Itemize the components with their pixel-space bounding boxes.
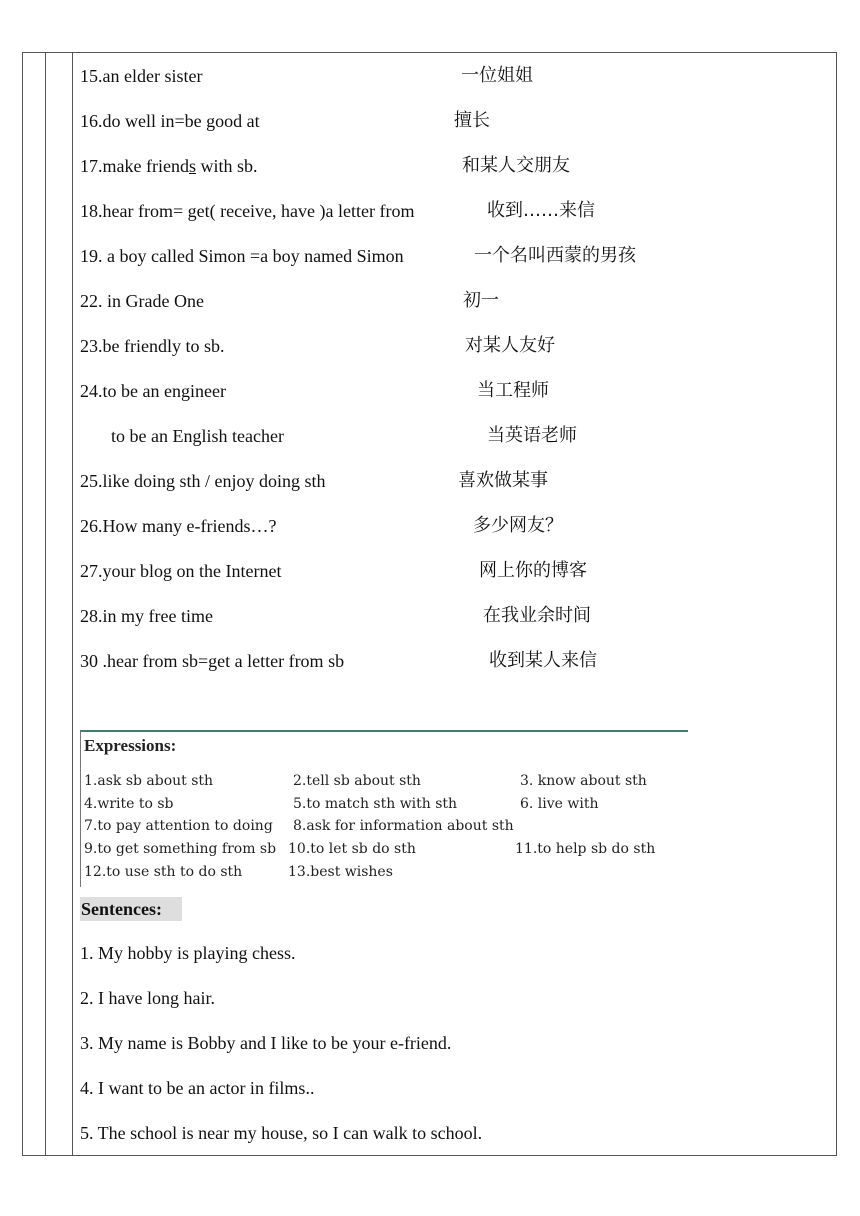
expression-item: 5.to match sth with sth: [293, 796, 458, 812]
expression-item: 6. live with: [520, 796, 599, 812]
expressions-box: [80, 730, 688, 887]
vocab-row: [80, 193, 820, 238]
vocab-english: 22. in Grade One: [80, 291, 204, 311]
sentence-item: 4. I want to be an actor in films..: [80, 1078, 315, 1098]
vocab-english: 28.in my free time: [80, 606, 213, 626]
vocab-chinese: 当英语老师: [487, 425, 577, 446]
vocab-english: to be an English teacher: [111, 426, 284, 446]
vocab-english-part: with sb.: [195, 156, 258, 176]
sentence-item: 2. I have long hair.: [80, 988, 215, 1008]
vocab-chinese: 对某人友好: [465, 335, 555, 356]
expression-item: 4.write to sb: [84, 796, 174, 812]
column-divider: [72, 52, 73, 1156]
vocab-row: [80, 553, 820, 598]
expression-item: 3. know about sth: [520, 773, 647, 789]
vocab-chinese: 收到……来信: [487, 200, 595, 221]
sentence-item: 3. My name is Bobby and I like to be your e-friend.: [80, 1033, 452, 1053]
expression-item: 10.to let sb do sth: [288, 841, 416, 857]
vocab-row: [80, 508, 820, 553]
vocab-row: [80, 238, 820, 283]
vocab-row: [80, 58, 820, 103]
vocab-chinese: 收到某人来信: [489, 650, 597, 671]
vocab-row: [80, 148, 820, 193]
expressions-title: Expressions:: [84, 736, 177, 755]
vocab-chinese: 在我业余时间: [483, 605, 591, 626]
vocab-chinese: 当工程师: [477, 380, 549, 401]
vocabulary-list: [80, 58, 820, 688]
expression-item: 2.tell sb about sth: [293, 773, 421, 789]
expression-item: 1.ask sb about sth: [84, 773, 214, 789]
vocab-english: [80, 148, 258, 184]
vocab-english-part: 17.make friend: [80, 156, 189, 176]
vocab-chinese: 网上你的博客: [479, 560, 587, 581]
vocab-chinese: 擅长: [454, 110, 490, 131]
expression-item: 7.to pay attention to doing: [84, 818, 273, 834]
vocab-english: 16.do well in=be good at: [80, 111, 260, 131]
expression-item: 11.to help sb do sth: [515, 841, 656, 857]
vocab-row: [80, 463, 820, 508]
expression-item: 12.to use sth to do sth: [84, 864, 243, 880]
sentence-item: 1. My hobby is playing chess.: [80, 943, 296, 963]
vocab-english: 25.like doing sth / enjoy doing sth: [80, 471, 326, 491]
vocab-row: [80, 598, 820, 643]
vocab-row: [80, 373, 820, 418]
column-divider: [45, 52, 46, 1156]
vocab-english-underlined: s: [188, 156, 196, 176]
vocab-english: 27.your blog on the Internet: [80, 561, 282, 581]
sentences-title: Sentences:: [80, 897, 182, 921]
vocab-row: [80, 328, 820, 373]
vocab-row: [80, 283, 820, 328]
vocab-row: [80, 103, 820, 148]
vocab-chinese: 和某人交朋友: [462, 155, 570, 176]
vocab-row: [80, 643, 820, 688]
vocab-row: [80, 418, 820, 463]
expression-item: 8.ask for information about sth: [293, 818, 514, 834]
vocab-english: 19. a boy called Simon =a boy named Simon: [80, 246, 404, 266]
vocab-english: 30 .hear from sb=get a letter from sb: [80, 651, 345, 671]
vocab-chinese: 初一: [463, 290, 499, 311]
sentence-item: 5. The school is near my house, so I can walk to school.: [80, 1123, 483, 1143]
vocab-english: 26.How many e-friends…?: [80, 516, 277, 536]
expression-item: 13.best wishes: [288, 864, 393, 880]
vocab-english: 18.hear from= get( receive, have )a letter from: [80, 201, 415, 221]
vocab-english: 15.an elder sister: [80, 66, 203, 86]
vocab-chinese: 一个名叫西蒙的男孩: [474, 245, 636, 266]
vocab-english: 23.be friendly to sb.: [80, 336, 225, 356]
vocab-chinese: 多少网友？: [473, 515, 563, 536]
vocab-chinese: 喜欢做某事: [458, 470, 548, 491]
vocab-chinese: 一位姐姐: [461, 65, 533, 86]
vocab-english: 24.to be an engineer: [80, 381, 226, 401]
expression-item: 9.to get something from sb: [84, 841, 277, 857]
